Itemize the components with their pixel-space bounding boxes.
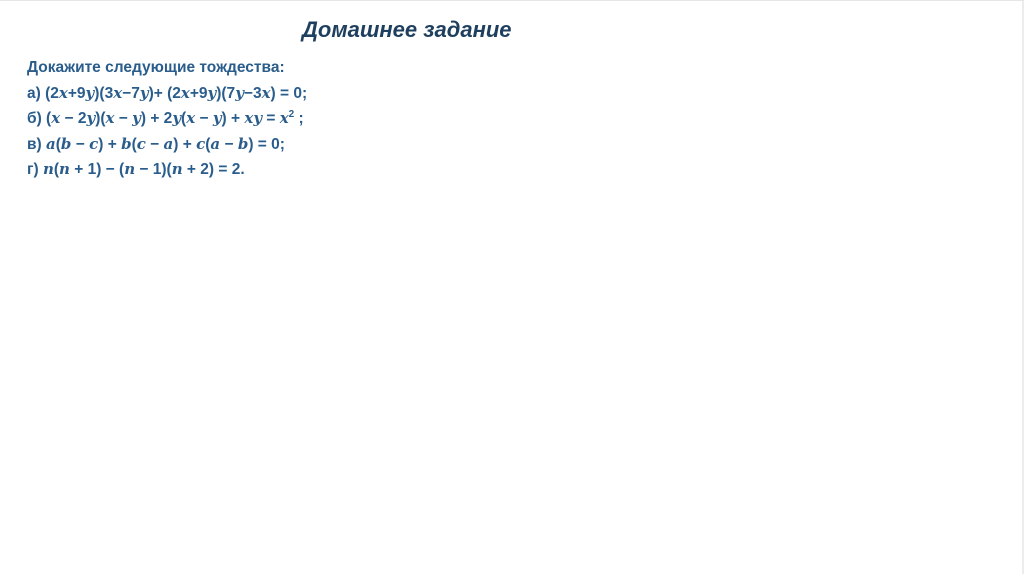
math-variable: n: [42, 160, 54, 178]
exponent: 2: [288, 109, 295, 120]
formula-text: (: [131, 135, 137, 153]
math-variable: y: [132, 109, 141, 127]
formula-text: (: [205, 135, 211, 153]
math-variable: n: [59, 160, 70, 178]
slide-title: Домашнее задание: [302, 17, 512, 42]
formula-text: +9: [67, 84, 86, 102]
formula-text: )+ (2: [148, 84, 181, 102]
math-variable: x: [51, 109, 61, 127]
math-variable: y: [235, 83, 244, 102]
formula-text: )(7: [216, 84, 236, 102]
math-variable: y: [207, 83, 217, 102]
math-variable: x: [105, 109, 115, 127]
math-variable: a: [163, 134, 174, 153]
formula-text: (: [55, 135, 61, 153]
formula-text: ) + 2: [140, 110, 173, 127]
identity-item-b: [27, 106, 307, 132]
math-variable: y: [85, 83, 95, 102]
math-variable: a: [210, 134, 221, 153]
formula-text: ) +: [98, 135, 122, 153]
math-variable: x: [113, 83, 123, 102]
math-variable: a: [46, 134, 56, 153]
identity-item-g: [27, 157, 307, 183]
item-label: в): [27, 135, 42, 153]
formula-text: −: [71, 135, 90, 153]
formula-text: )(: [95, 110, 106, 127]
math-variable: b: [121, 134, 132, 153]
formula-text: (: [41, 110, 52, 127]
formula-text: ;: [294, 110, 304, 127]
formula-text: ) = 0;: [248, 135, 285, 153]
math-variable: x: [186, 109, 196, 127]
formula-text: + 2) = 2.: [182, 161, 245, 178]
math-variable: y: [212, 109, 222, 127]
formula-text: − 1)(: [135, 161, 172, 178]
formula-text: +9: [189, 84, 208, 102]
formula-text: (: [53, 161, 60, 178]
formula-text: −: [195, 110, 213, 127]
identity-item-a: [27, 81, 307, 107]
math-variable: n: [171, 160, 183, 178]
formula-text: =: [262, 110, 280, 127]
formula-text: + 1) − (: [69, 161, 125, 178]
math-variable: c: [89, 134, 99, 153]
math-variable: n: [124, 160, 136, 178]
math-variable: b: [237, 134, 249, 153]
identity-item-v: [27, 132, 307, 158]
formula-text: −: [114, 110, 133, 127]
formula-text: )(3: [94, 84, 114, 102]
formula-text: (2: [40, 84, 59, 102]
math-variable: y: [139, 83, 149, 102]
slide-content: [27, 56, 307, 183]
math-variable: b: [60, 134, 72, 153]
math-variable: x: [58, 83, 68, 102]
item-label: б): [27, 110, 42, 127]
math-variable: c: [196, 134, 206, 153]
item-label: а): [27, 84, 41, 102]
formula-text: (: [181, 110, 187, 127]
formula-text: ) = 0;: [270, 84, 308, 102]
formula-text: −: [220, 135, 238, 153]
instruction-text: Докажите следующие тождества:: [27, 59, 285, 76]
math-variable: y: [86, 109, 96, 127]
formula-text: −7: [122, 84, 140, 102]
math-variable: x: [279, 109, 289, 127]
formula-text: ) +: [173, 135, 197, 153]
formula-text: − 2: [60, 110, 87, 127]
formula-text: −3: [243, 84, 262, 102]
formula-text: ) +: [221, 110, 245, 127]
math-variable: y: [172, 109, 182, 127]
math-variable: x: [261, 83, 271, 102]
item-label: г): [27, 161, 39, 178]
math-variable: x: [180, 83, 190, 102]
formula-text: −: [145, 135, 164, 153]
math-variable: xy: [244, 109, 263, 127]
math-variable: c: [136, 134, 146, 153]
